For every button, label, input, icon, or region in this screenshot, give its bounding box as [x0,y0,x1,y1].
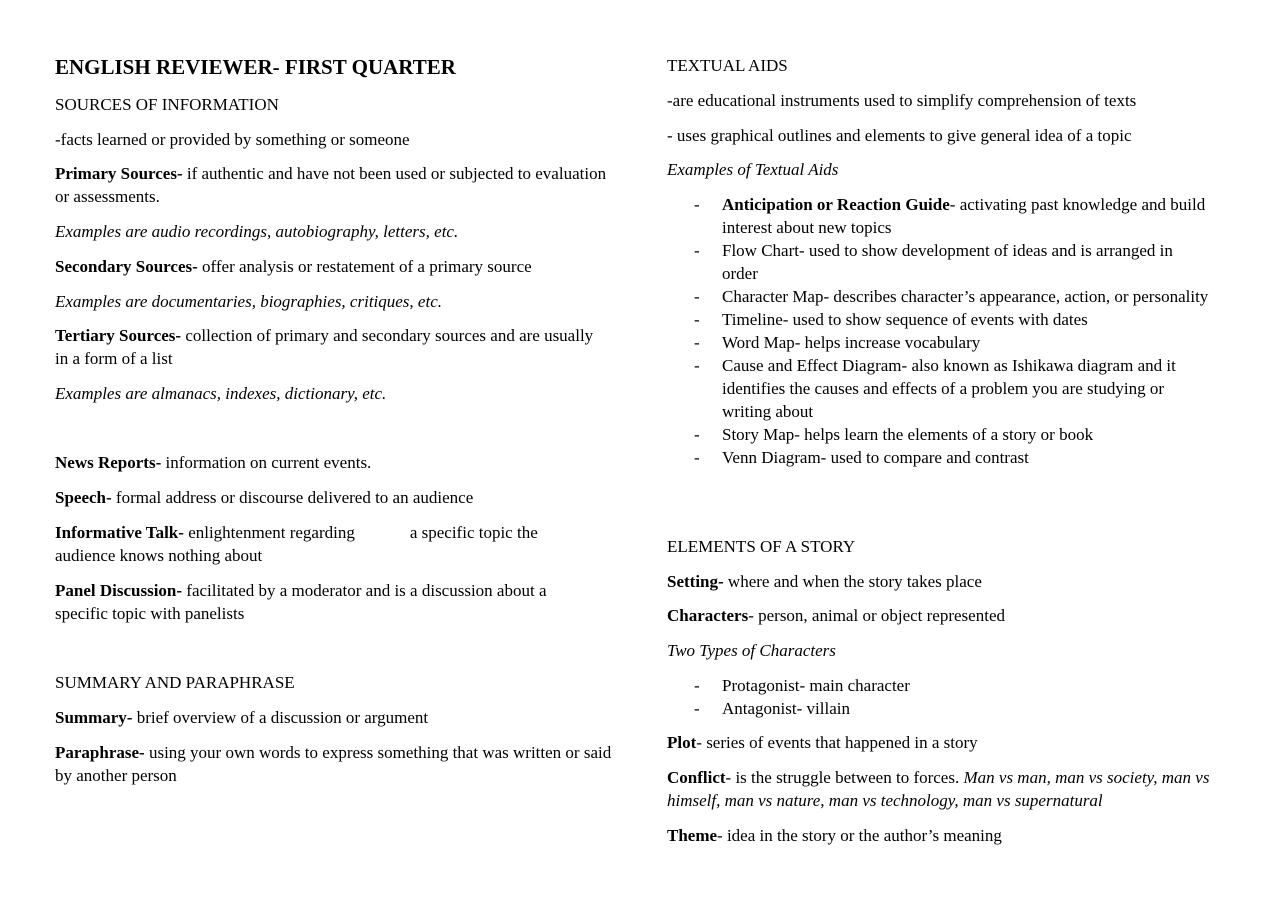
list-item [667,308,1212,331]
story-elements-heading: ELEMENTS OF A STORY [667,537,856,556]
speech-text: formal address or discourse delivered to an audience [111,488,474,507]
summary-term: Summary- [55,708,133,727]
plot-term: Plot [667,733,697,752]
list-item-text: Word Map- helps increase vocabulary [722,333,981,352]
textual-aids-definition-2: - uses graphical outlines and elements to give general idea of a topic [667,126,1132,145]
dash-bullet-icon: - [694,699,700,718]
secondary-sources-text: offer analysis or restatement of a primary source [197,257,532,276]
setting-entry [667,570,1227,593]
primary-sources-text: if authentic and have not been used or subjected to evaluation or assessments. [55,164,607,206]
informative-talk-term: Informative Talk- [55,523,184,542]
list-item [667,423,1212,446]
textual-aids-heading: TEXTUAL AIDS [667,56,788,75]
list-item-text: Antagonist- villain [722,699,850,718]
paraphrase-text: using your own words to express something that was written or said by another person [55,743,612,785]
textual-aids-examples-heading [667,158,838,181]
dash-bullet-icon: - [694,448,700,467]
list-item [667,697,1212,720]
dash-bullet-icon: - [694,333,700,352]
primary-sources-entry [55,162,615,208]
news-reports-text: information on current events. [161,453,372,472]
secondary-sources-entry [55,255,615,278]
sources-heading: SOURCES OF INFORMATION [55,95,279,114]
list-item-text: Venn Diagram- used to compare and contrast [722,448,1029,467]
list-item-term: Anticipation or Reaction Guide [722,195,950,214]
document-title: ENGLISH REVIEWER- FIRST QUARTER [55,55,456,79]
dash-bullet-icon: - [694,195,700,214]
informative-talk-text-b: a specific topic the audience knows nothing about [55,523,538,565]
informative-talk-text-a: enlightenment regarding [183,523,355,542]
plot-text: - series of events that happened in a story [696,733,978,752]
tertiary-sources-term: Tertiary Sources- [55,326,182,345]
list-item-text: Protagonist- main character [722,676,910,695]
textual-aids-definition-1: -are educational instruments used to simplify comprehension of texts [667,91,1137,110]
speech-entry [55,486,615,509]
panel-discussion-term: Panel Discussion- [55,581,183,600]
dash-bullet-icon: - [694,287,700,306]
list-item-text: - activating past knowledge and build interest about new topics [722,195,1206,237]
character-types-list [667,674,1212,720]
setting-text: where and when the story takes place [723,572,982,591]
list-item [667,193,1212,239]
list-item [667,285,1212,308]
conflict-examples: Man vs man, man vs society, man vs himself, man vs nature, man vs technology, man vs supernatural [667,768,1210,810]
paraphrase-entry [55,741,615,787]
characters-term: Characters [667,606,749,625]
dash-bullet-icon: - [694,676,700,695]
panel-discussion-text: facilitated by a moderator and is a discussion about a specific topic with panelists [55,581,547,623]
list-item [667,331,1212,354]
tertiary-examples [55,382,386,405]
list-item-text: Timeline- used to show sequence of events with dates [722,310,1088,329]
secondary-sources-term: Secondary Sources- [55,257,198,276]
news-reports-entry [55,451,615,474]
theme-entry [667,824,1227,847]
summary-entry [55,706,615,729]
primary-examples-text: Examples are audio recordings, autobiography, letters, etc. [55,222,459,241]
panel-discussion-entry [55,579,600,625]
textual-aids-list [667,193,1212,469]
textual-aids-examples-heading-text: Examples of Textual Aids [667,160,839,179]
dash-bullet-icon: - [694,241,700,260]
conflict-entry [667,766,1227,812]
conflict-text: - is the struggle between to forces. [725,768,964,787]
theme-term: Theme [667,826,718,845]
dash-bullet-icon: - [694,356,700,375]
primary-examples [55,220,458,243]
secondary-examples-text: Examples are documentaries, biographies, critiques, etc. [55,292,442,311]
list-item-text: Flow Chart- used to show development of ideas and is arranged in order [722,241,1173,283]
list-item [667,446,1212,469]
list-item-text: Story Map- helps learn the elements of a story or book [722,425,1094,444]
speech-term: Speech- [55,488,112,507]
tertiary-sources-text: collection of primary and secondary sources and are usually in a form of a list [55,326,594,368]
setting-term: Setting- [667,572,724,591]
informative-talk-entry [55,521,585,567]
summary-heading: SUMMARY AND PARAPHRASE [55,673,295,692]
tertiary-examples-text: Examples are almanacs, indexes, dictionary, etc. [55,384,387,403]
secondary-examples [55,290,442,313]
paraphrase-term: Paraphrase- [55,743,145,762]
summary-text: brief overview of a discussion or argument [132,708,429,727]
character-types-heading [667,639,836,662]
tertiary-sources-entry [55,324,600,370]
sources-definition: -facts learned or provided by something or someone [55,130,410,149]
list-item [667,674,1212,697]
list-item [667,354,1212,423]
news-reports-term: News Reports- [55,453,162,472]
list-item-text: Cause and Effect Diagram- also known as Ishikawa diagram and it identifies the causes and effects of a problem you are studying or writing about [722,356,1176,421]
dash-bullet-icon: - [694,425,700,444]
dash-bullet-icon: - [694,310,700,329]
characters-entry [667,604,1227,627]
plot-entry [667,731,1227,754]
list-item [667,239,1212,285]
theme-text: - idea in the story or the author’s meaning [717,826,1002,845]
characters-text: - person, animal or object represented [748,606,1005,625]
primary-sources-term: Primary Sources- [55,164,183,183]
list-item-text: Character Map- describes character’s appearance, action, or personality [722,287,1209,306]
conflict-term: Conflict [667,768,726,787]
character-types-heading-text: Two Types of Characters [667,641,836,660]
